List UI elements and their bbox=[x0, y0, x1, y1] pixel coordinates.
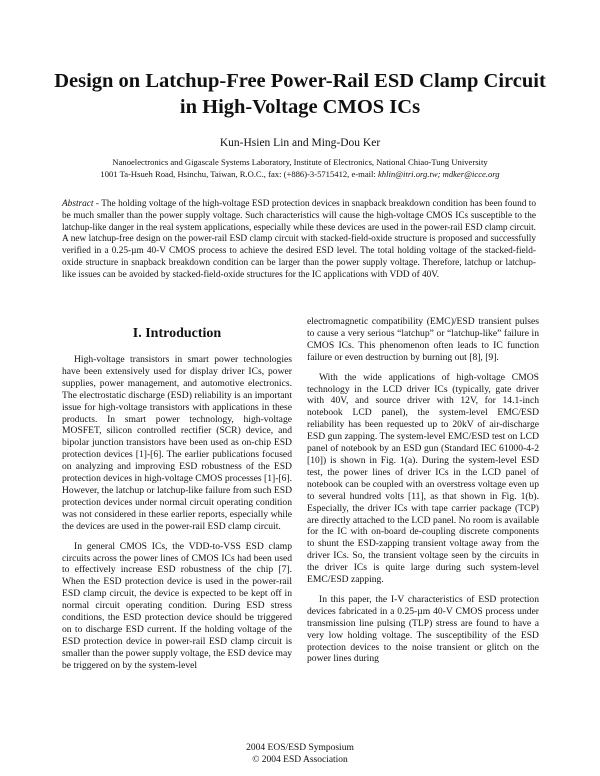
paragraph: In this paper, the I-V characteristics of ESD protection devices fabricated in a 0.25-µm 40-V CMOS process under transmission line pulsing (TLP) stress are found to have a very low holding voltage. The susceptibility of the ESD protection devices to the noise transient or glitch on the power lines during bbox=[307, 593, 539, 665]
paper-title bbox=[40, 68, 560, 120]
section-heading-introduction: I. Introduction bbox=[132, 326, 222, 341]
paragraph: High-voltage transistors in smart power technologies have been extensively used for display driver ICs, power supplies, power management, and automotive electronics. The electrostatic discharge (ESD) reliability is an important issue for high-voltage transistors with applications in these products. In smart power technology, high-voltage MOSFET, silicon controlled rectifier (SCR) device, and bipolar junction transistors have been used as on-chip ESD protection devices [1]-[6]. The earlier publications focused on analyzing and improving ESD robustness of the ESD protection devices in high-voltage CMOS processes [1]-[6]. However, the latchup or latchup-like failure from such ESD protection devices under normal circuit operating condition was not considered in these earlier reports, especially while the devices are used in the power-rail ESD clamp circuit. bbox=[62, 354, 292, 532]
footer-symposium: 2004 EOS/ESD Symposium bbox=[246, 743, 354, 753]
title-line-2: in High-Voltage CMOS ICs bbox=[179, 96, 421, 118]
title-line-1: Design on Latchup-Free Power-Rail ESD Clamp Circuit bbox=[54, 70, 546, 92]
paragraph: electromagnetic compatibility (EMC)/ESD transient pulses to cause a very serious “latchup” or “latchup-like” failure in CMOS ICs. This phenomenon often leads to IC function failure or even destruction by burning out [8], [9]. bbox=[307, 316, 539, 363]
affiliation bbox=[20, 156, 580, 180]
abstract bbox=[62, 199, 536, 282]
authors: Kun-Hsien Lin and Ming-Dou Ker bbox=[219, 137, 381, 149]
abstract-body: - The holding voltage of the high-voltage ESD protection devices in snapback breakdown condition has been found to be much smaller than the power supply voltage. Such characteristics will cause the high-voltage CMOS ICs susceptible to the latchup-like danger in the real system applications, especially while these devices are used in the power-rail ESD clamp circuit. A new latchup-free design on the power-rail ESD clamp circuit with stacked-field-oxide structure is proposed and successfully verified in a 0.25-µm 40-V CMOS process to achieve the desired ESD level. The total holding voltage of the stacked-field-oxide structure in snapback breakdown condition can be larger than the power supply voltage. Therefore, latchup or latchup-like issues can be avoided by stacked-field-oxide structures for the IC applications with VDD of 40V. bbox=[62, 199, 536, 280]
affiliation-email: khlin@itri.org.tw; mdker@icce.org bbox=[377, 169, 500, 179]
affiliation-line-2 bbox=[20, 168, 580, 180]
paragraph: With the wide applications of high-voltage CMOS technology in the LCD driver ICs (typically, gate driver with 40V, and source driver with 12V, for 14.1-inch notebook LCD panel), the system-level EMC/ESD reliability has been requested up to 20kV of air-discharge ESD gun zapping. The system-level EMC/ESD test on LCD panel of notebook by an ESD gun (Standard IEC 61000-4-2 [10]) is shown in Fig. 1(a). During the system-level ESD test, the power lines of driver ICs in the LCD panel of notebook can be coupled with an overstress voltage even up to several hundred volts [11], as that shown in Fig. 1(b). Especially, the driver ICs with tape carrier package (TCP) are directly attached to the LCD panel. No room is available for the IC with on-board de-coupling discrete components to shunt the ESD-zapping transient voltage away from the driver ICs. So, the transient voltage seen by the circuits in the driver ICs is quite large during such system-level EMC/ESD zapping. bbox=[307, 371, 539, 586]
footer-copyright: © 2004 ESD Association bbox=[252, 754, 348, 765]
paragraph: In general CMOS ICs, the VDD-to-VSS ESD clamp circuits across the power lines of CMOS ICs had been used to effectively increase ESD robustness of the chip [7]. When the ESD protection device is used in the power-rail ESD clamp circuit, the device is expected to be kept off in normal circuit operating condition. During ESD stress conditions, the ESD protection device should be triggered on to discharge ESD current. If the holding voltage of the ESD protection device in power-rail ESD clamp circuit is smaller than the power supply voltage, the ESD device may be triggered on by the system-level bbox=[62, 540, 292, 671]
abstract-lead: Abstract bbox=[62, 199, 94, 209]
affiliation-line-1: Nanoelectronics and Gigascale Systems Laboratory, Institute of Electronics, National Chiao-Tung University bbox=[112, 157, 488, 167]
footer bbox=[150, 743, 450, 766]
right-column bbox=[307, 316, 539, 673]
affiliation-address: 1001 Ta-Hsueh Road, Hsinchu, Taiwan, R.O.C., fax: (+886)-3-5715412, e-mail: bbox=[100, 169, 378, 179]
left-column bbox=[62, 322, 292, 680]
